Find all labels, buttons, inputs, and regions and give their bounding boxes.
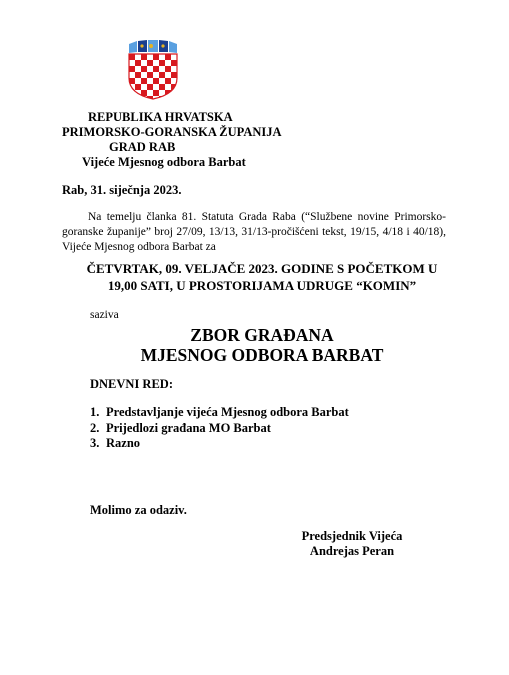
coat-square: [147, 90, 153, 96]
event-datetime-location: [62, 260, 462, 294]
coat-square: [135, 54, 141, 60]
coat-square: [135, 84, 141, 90]
coat-square: [141, 66, 147, 72]
coat-square: [147, 72, 153, 78]
event-line-1: ČETVRTAK, 09. VELJAČE 2023. GODINE S POČETKOM U: [86, 261, 438, 276]
agenda-item-text: Predstavljanje vijeća Mjesnog odbora Barbat: [106, 405, 349, 419]
agenda-item-number: 3.: [90, 436, 100, 450]
coat-square: [159, 78, 165, 84]
coat-square: [147, 78, 153, 84]
legal-basis-paragraph: Na temelju članka 81. Statuta Grada Raba (“Službene novine Primorsko-goranske županije” broj 27/09, 13/13, 31/13-pročišćeni tekst, 19/15, 4/18 i 40/18), Vijeće Mjesnog odbora Barbat za: [62, 211, 446, 253]
checkered-shield: [129, 54, 177, 100]
agenda-list: [90, 405, 349, 452]
coat-square: [159, 84, 165, 90]
header-county: PRIMORSKO-GORANSKA ŽUPANIJA: [62, 125, 282, 139]
coat-square: [135, 66, 141, 72]
assembly-title-line-2: MJESNOG ODBORA BARBAT: [140, 345, 384, 365]
coat-square: [153, 84, 159, 90]
header-republic: REPUBLIKA HRVATSKA: [88, 110, 233, 124]
coat-square: [141, 54, 147, 60]
coat-square: [153, 54, 159, 60]
coat-square: [153, 90, 159, 96]
coat-square: [165, 72, 171, 78]
signature-block: [288, 529, 416, 559]
coat-square: [147, 60, 153, 66]
signature-role: Predsjednik Vijeća: [301, 529, 403, 543]
coat-square: [141, 84, 147, 90]
coat-square: [171, 72, 177, 78]
list-item: [90, 421, 349, 437]
coat-square: [147, 84, 153, 90]
list-item: [90, 405, 349, 421]
coat-square: [129, 96, 135, 100]
coat-square: [165, 54, 171, 60]
event-line-2: 19,00 SATI, U PROSTORIJAMA UDRUGE “KOMIN”: [107, 278, 417, 293]
coat-square: [165, 84, 171, 90]
coat-square: [141, 78, 147, 84]
coat-square: [153, 78, 159, 84]
coat-square: [159, 60, 165, 66]
coat-square: [129, 72, 135, 78]
coat-square: [159, 54, 165, 60]
coat-square: [171, 66, 177, 72]
coat-square: [141, 60, 147, 66]
coat-square: [159, 72, 165, 78]
coat-square: [171, 96, 177, 100]
document-date: Rab, 31. siječnja 2023.: [62, 183, 182, 197]
coat-square: [147, 66, 153, 72]
coat-square: [129, 66, 135, 72]
coat-square: [135, 72, 141, 78]
coat-square: [135, 60, 141, 66]
closing-remark: Molimo za odaziv.: [90, 503, 187, 517]
agenda-item-number: 1.: [90, 405, 100, 419]
coat-square: [159, 66, 165, 72]
agenda-item-text: Prijedlozi građana MO Barbat: [106, 420, 271, 435]
coat-square: [147, 54, 153, 60]
assembly-title-line-1: ZBOR GRAĐANA: [190, 325, 334, 345]
signature-name: Andrejas Peran: [309, 544, 395, 558]
coat-square: [171, 60, 177, 66]
coat-square: [165, 96, 171, 100]
list-item: [90, 436, 349, 452]
coat-square: [153, 66, 159, 72]
coat-square: [135, 78, 141, 84]
coat-square: [129, 54, 135, 60]
coat-square: [171, 54, 177, 60]
croatian-coat-of-arms-icon: [127, 40, 179, 100]
agenda-item-text: Razno: [106, 436, 141, 450]
coat-square: [129, 60, 135, 66]
coat-square: [153, 60, 159, 66]
coat-square: [135, 96, 141, 100]
coat-square: [153, 72, 159, 78]
assembly-title: [62, 325, 462, 365]
header-city: GRAD RAB: [109, 140, 176, 154]
coat-square: [165, 66, 171, 72]
agenda-title: DNEVNI RED:: [90, 377, 173, 391]
header-council: Vijeće Mjesnog odbora Barbat: [82, 155, 246, 169]
convenes-word: saziva: [90, 309, 119, 321]
issuer-header: [62, 110, 322, 170]
coat-square: [165, 78, 171, 84]
coat-square: [165, 60, 171, 66]
crown: [129, 40, 177, 53]
agenda-item-number: 2.: [90, 420, 100, 435]
coat-square: [141, 72, 147, 78]
